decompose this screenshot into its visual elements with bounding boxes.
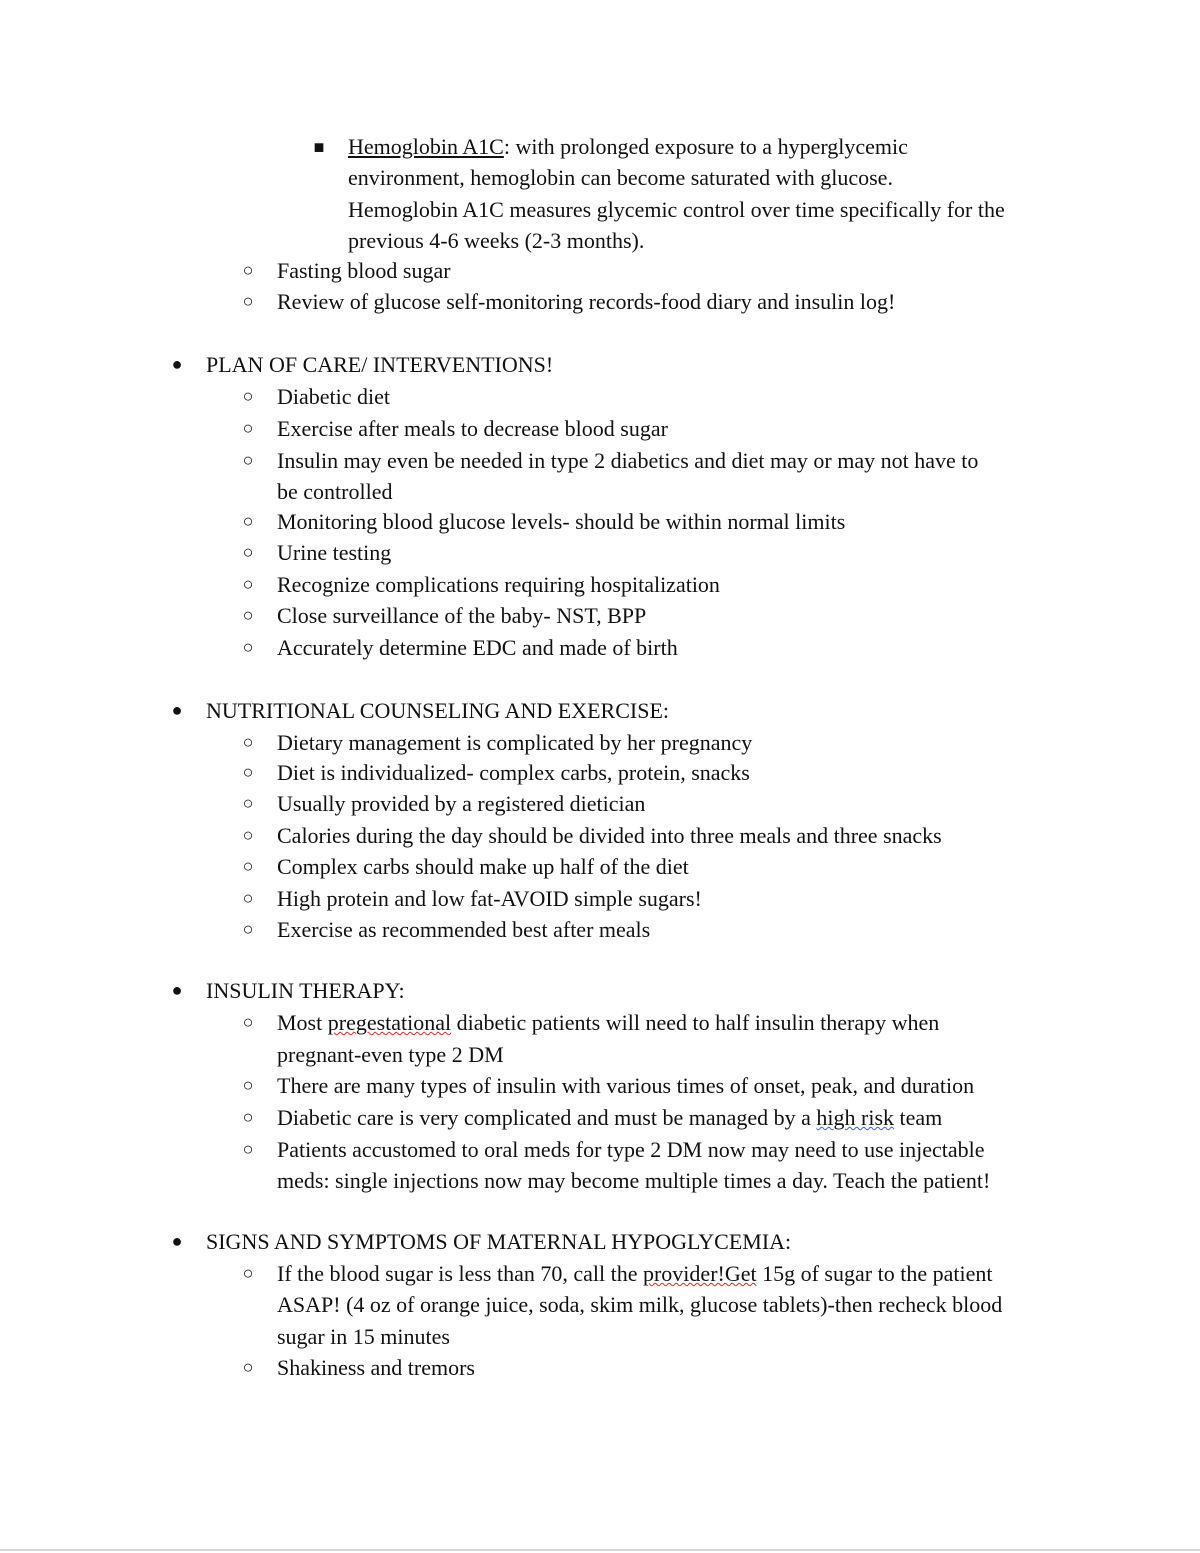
list-item: Fasting blood sugar [277, 258, 451, 283]
list-item: Complex carbs should make up half of the diet [277, 854, 689, 879]
circle-bullet-icon: ○ [242, 856, 254, 876]
circle-bullet-icon: ○ [242, 637, 254, 657]
list-item: Dietary management is complicated by her pregnancy [277, 730, 753, 755]
list-item: Exercise as recommended best after meals [277, 917, 651, 942]
circle-bullet-icon: ○ [242, 1107, 254, 1127]
circle-bullet-icon: ○ [242, 919, 254, 939]
circle-bullet-icon: ○ [242, 825, 254, 845]
list-item [277, 1007, 939, 1038]
list-item: Diabetic diet [277, 384, 391, 409]
list-item: Exercise after meals to decrease blood sugar [277, 416, 668, 441]
disc-bullet-icon: ● [171, 354, 183, 374]
circle-bullet-icon: ○ [242, 1075, 254, 1095]
list-item [277, 1102, 942, 1133]
page-bottom-edge [0, 1549, 1200, 1551]
spellcheck-word: pregestational [327, 1010, 452, 1035]
a1c-line-2: environment, hemoglobin can become saturated with glucose. [348, 165, 893, 190]
disc-bullet-icon: ● [171, 980, 183, 1000]
list-item: Close surveillance of the baby- NST, BPP [277, 603, 647, 628]
list-item: Recognize complications requiring hospitalization [277, 572, 720, 597]
circle-bullet-icon: ○ [242, 732, 254, 752]
section-heading-hypoglycemia: SIGNS AND SYMPTOMS OF MATERNAL HYPOGLYCEMIA: [206, 1229, 792, 1254]
disc-bullet-icon: ● [171, 700, 183, 720]
section-heading-nutrition: NUTRITIONAL COUNSELING AND EXERCISE: [206, 698, 669, 723]
list-item: High protein and low fat-AVOID simple sugars! [277, 886, 702, 911]
circle-bullet-icon: ○ [242, 1263, 254, 1283]
circle-bullet-icon: ○ [242, 418, 254, 438]
disc-bullet-icon: ● [171, 1231, 183, 1251]
circle-bullet-icon: ○ [242, 542, 254, 562]
a1c-line-3: Hemoglobin A1C measures glycemic control over time specifically for the [348, 197, 1005, 222]
text-run: diabetic patients will need to half insulin therapy when [451, 1010, 940, 1035]
circle-bullet-icon: ○ [242, 1357, 254, 1377]
list-item: There are many types of insulin with various times of onset, peak, and duration [277, 1073, 975, 1098]
circle-bullet-icon: ○ [242, 386, 254, 406]
text-run: Most [277, 1010, 328, 1035]
list-item: Monitoring blood glucose levels- should be within normal limits [277, 509, 846, 534]
grammar-check-phrase: high risk [816, 1105, 895, 1130]
list-item-continuation: meds: single injections now may become multiple times a day. Teach the patient! [277, 1168, 991, 1193]
circle-bullet-icon: ○ [242, 762, 254, 782]
list-item: Review of glucose self-monitoring records-food diary and insulin log! [277, 289, 896, 314]
circle-bullet-icon: ○ [242, 888, 254, 908]
circle-bullet-icon: ○ [242, 291, 254, 311]
a1c-line-4: previous 4-6 weeks (2-3 months). [348, 228, 645, 253]
list-item-continuation: ASAP! (4 oz of orange juice, soda, skim milk, glucose tablets)-then recheck blood [277, 1292, 1003, 1317]
list-item-continuation: pregnant-even type 2 DM [277, 1042, 504, 1067]
a1c-line-1-rest: : with prolonged exposure to a hyperglycemic [503, 134, 908, 159]
circle-bullet-icon: ○ [242, 1012, 254, 1032]
list-item: Calories during the day should be divided into three meals and three snacks [277, 823, 942, 848]
list-item: Urine testing [277, 540, 392, 565]
circle-bullet-icon: ○ [242, 260, 254, 280]
list-item: Accurately determine EDC and made of birth [277, 635, 678, 660]
a1c-line-1 [348, 131, 908, 162]
list-item: Usually provided by a registered dietician [277, 791, 646, 816]
list-item: Shakiness and tremors [277, 1355, 475, 1380]
text-run: 15g of sugar to the patient [756, 1261, 993, 1286]
text-run: team [894, 1105, 943, 1130]
text-run: Diabetic care is very complicated and must be managed by a [277, 1105, 817, 1130]
circle-bullet-icon: ○ [242, 1139, 254, 1159]
section-heading-plan: PLAN OF CARE/ INTERVENTIONS! [206, 352, 554, 377]
spellcheck-word: provider!Get [642, 1261, 757, 1286]
circle-bullet-icon: ○ [242, 793, 254, 813]
list-item: Patients accustomed to oral meds for type 2 DM now may need to use injectable [277, 1137, 985, 1162]
square-bullet-icon: ■ [313, 137, 325, 157]
list-item: Diet is individualized- complex carbs, protein, snacks [277, 760, 750, 785]
list-item: Insulin may even be needed in type 2 diabetics and diet may or may not have to [277, 448, 979, 473]
list-item-continuation: sugar in 15 minutes [277, 1324, 450, 1349]
a1c-term: Hemoglobin A1C [348, 134, 504, 159]
text-run: If the blood sugar is less than 70, call the [277, 1261, 643, 1286]
list-item-continuation: be controlled [277, 479, 393, 504]
circle-bullet-icon: ○ [242, 511, 254, 531]
section-heading-insulin: INSULIN THERAPY: [206, 978, 405, 1003]
circle-bullet-icon: ○ [242, 574, 254, 594]
circle-bullet-icon: ○ [242, 605, 254, 625]
circle-bullet-icon: ○ [242, 450, 254, 470]
list-item [277, 1258, 992, 1289]
